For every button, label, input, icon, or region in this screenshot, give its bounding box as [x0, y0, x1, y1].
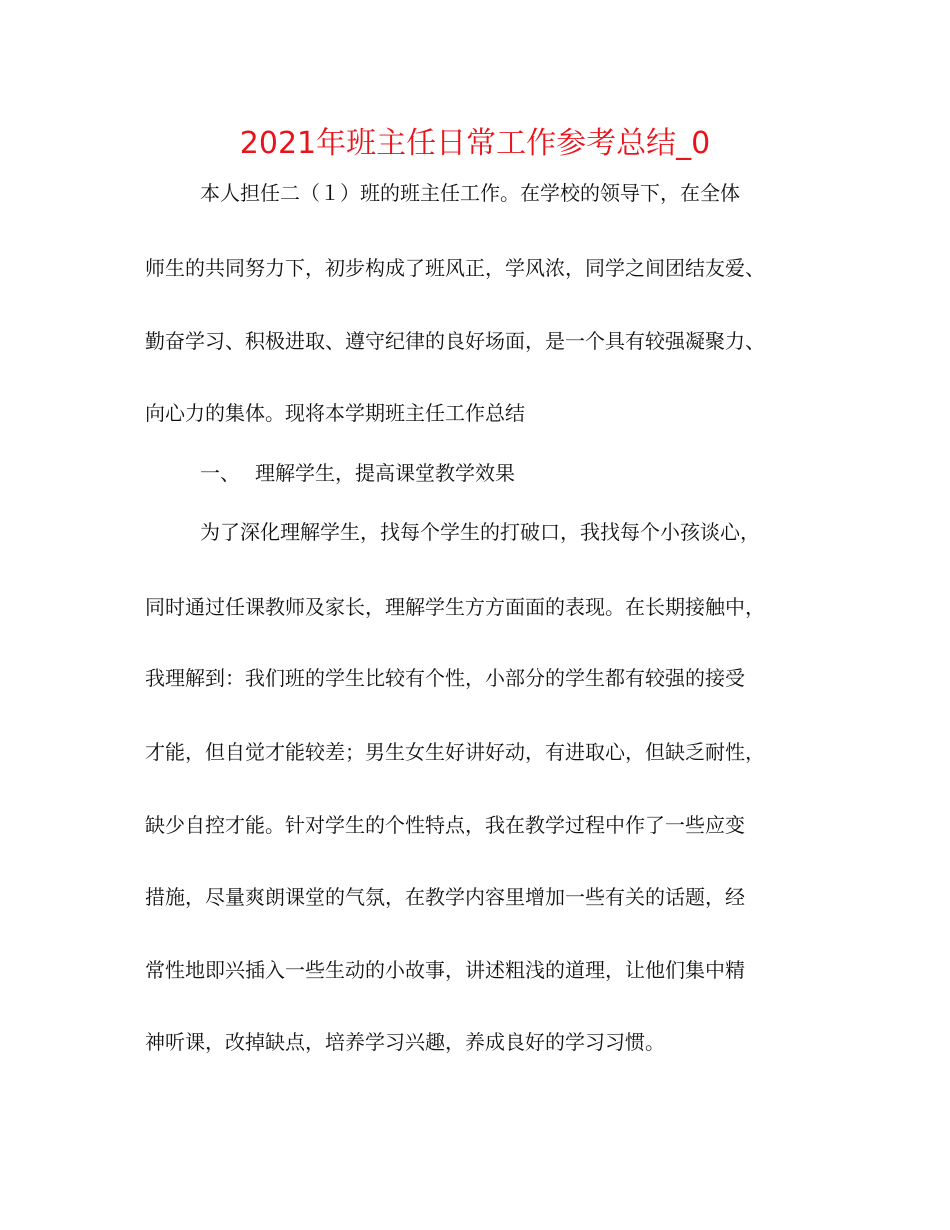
paragraph-line: 神听课，改掉缺点，培养学习兴趣，养成良好的学习习惯。 [145, 1030, 665, 1054]
paragraph-line: 缺少自控才能。针对学生的个性特点，我在教学过程中作了一些应变 [145, 813, 745, 837]
paragraph-line: 才能，但自觉才能较差；男生女生好讲好动，有进取心，但缺乏耐性， [145, 740, 765, 764]
paragraph-line: 师生的共同努力下，初步构成了班风正，学风浓，同学之间团结友爱、 [145, 256, 765, 280]
paragraph-line: 本人担任二（１）班的班主任工作。在学校的领导下，在全体 [200, 181, 740, 205]
section-heading: 理解学生，提高课堂教学效果 [255, 461, 515, 485]
paragraph-line: 向心力的集体。现将本学期班主任工作总结 [145, 401, 525, 425]
paragraph-line: 勤奋学习、积极进取、遵守纪律的良好场面，是一个具有较强凝聚力、 [145, 329, 765, 353]
section-number: 一、 [200, 461, 240, 485]
paragraph-line: 常性地即兴插入一些生动的小故事，讲述粗浅的道理，让他们集中精 [145, 958, 745, 982]
paragraph-line: 我理解到：我们班的学生比较有个性，小部分的学生都有较强的接受 [145, 666, 745, 690]
paragraph-line: 同时通过任课教师及家长，理解学生方方面面的表现。在长期接触中， [145, 595, 765, 619]
paragraph-line: 为了深化理解学生，找每个学生的打破口，我找每个小孩谈心， [200, 520, 760, 544]
document-title: 2021年班主任日常工作参考总结_0 [239, 126, 711, 161]
paragraph-line: 措施，尽量爽朗课堂的气氛，在教学内容里增加一些有关的话题，经 [145, 885, 745, 909]
